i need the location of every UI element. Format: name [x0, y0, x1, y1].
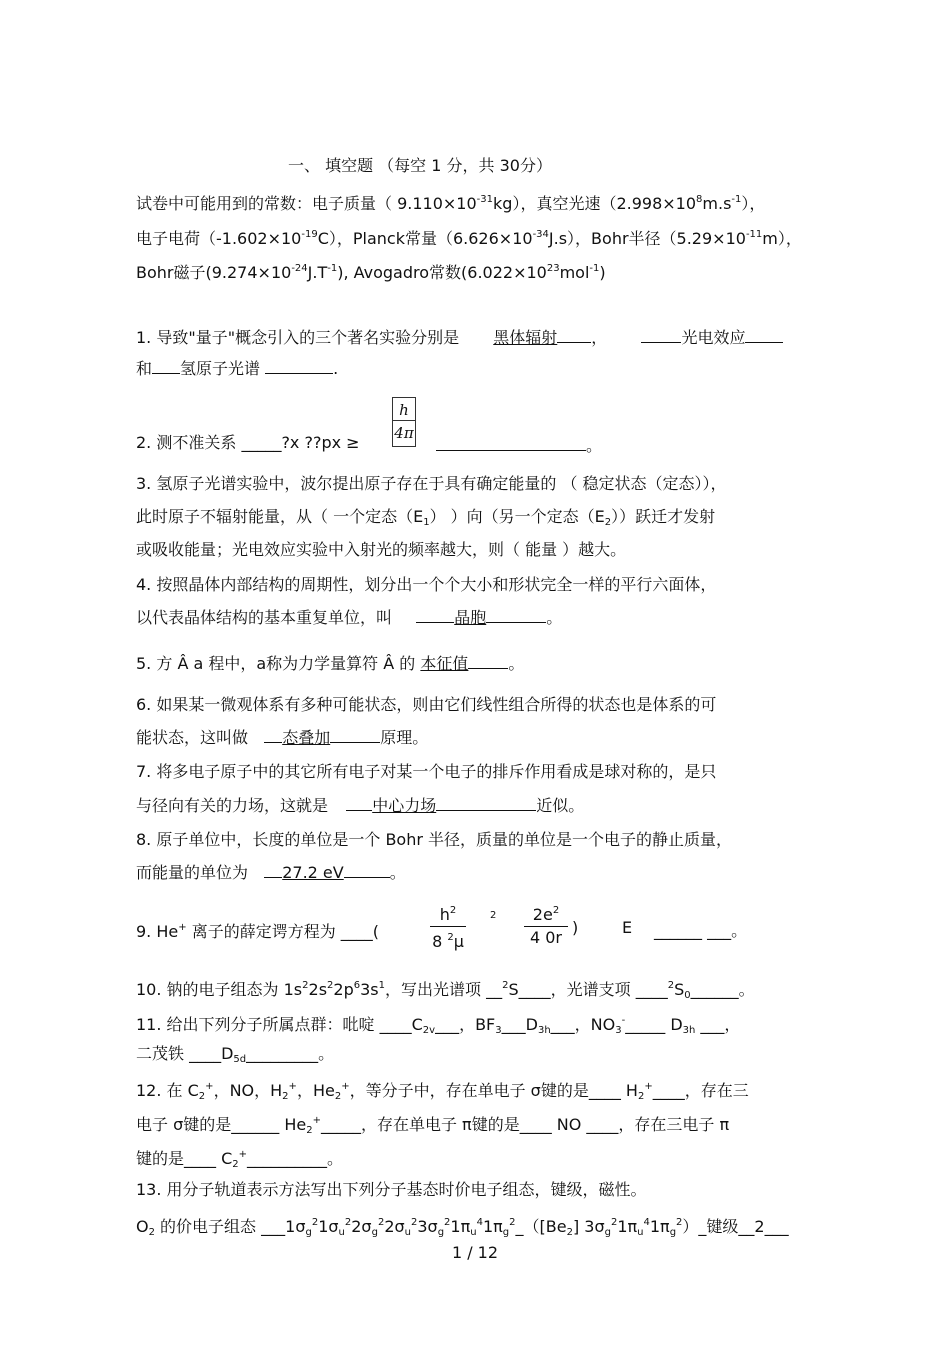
q2-answer-blank: [436, 433, 602, 456]
q2-text: 2. 测不准关系 _____?x ??px ≥: [136, 433, 360, 452]
question-12-line-1: 12. 在 $C_2^+$，NO，$H_2^+$，$He_2^+$，等分子中，存在单电子 σ键的是____ $H_2^+\_\_\_\_$，存在三: [136, 1081, 749, 1102]
q5-answer: 本征值: [420, 654, 469, 673]
q1-and: 和: [136, 359, 153, 378]
question-13-line-2: $O_2$ 的价电子组态 $\_\_\_1\sigma_g^21\sigma_u^22\sigma_g^22\sigma_u^23\sigma_g^21\pi_u^41\pi_g^2\_([Be_2]$ $3\sigma_g^21\pi_u^41\pi_g^2)\_$键级__2___: [136, 1217, 789, 1238]
q9-f2-denominator: 4 0r: [529, 928, 563, 947]
question-13-line-1: 13. 用分子轨道表示方法写出下列分子基态时价电子组态，键级，磁性。: [136, 1180, 647, 1199]
q9-f1-denominator: 8 $^2$μ: [432, 932, 464, 951]
q8-answer: 27.2 eV: [282, 863, 344, 882]
q4-end: 。: [546, 608, 563, 627]
question-6-line-1: 6. 如果某一微观体系有多种可能状态，则由它们线性组合所得的状态也是体系的可: [136, 695, 717, 714]
q9-answer-blank: ______ ___。: [654, 921, 748, 940]
section-title: 一、 填空题 （每空 1 分，共 30分）: [288, 156, 552, 175]
q6-end: 原理。: [380, 728, 429, 747]
question-5: [136, 654, 524, 674]
q7-answer: 中心力场: [372, 796, 437, 815]
q9-nabla-exponent: 2: [490, 910, 497, 921]
constants-line-1: 试卷中可能用到的常数：电子质量（ $9.110\times 10^{-31}kg$），真空光速$(2.998\times 10^8m.s^{-1})$，: [136, 194, 766, 213]
q1-end: .: [333, 359, 339, 378]
question-12-line-3: 键的是____ $C_2^+\_\_\_\_\_\_\_\_\_\_$。: [136, 1149, 344, 1170]
page-number: 1 / 12: [451, 1243, 499, 1262]
q6-answer: 态叠加: [282, 728, 331, 747]
question-3-line-3: 或吸收能量；光电效应实验中入射光的频率越大，则（ 能量 ）越大。: [136, 540, 627, 559]
question-7-line-1: 7. 将多电子原子中的其它所有电子对某一个电子的排斥作用看成是球对称的，是只: [136, 762, 717, 781]
question-11-line-1: 11. 给出下列分子所属点群：吡啶 $\_\_\_\_C_{2v}\_\_\_$，$BF_3\_\_\_D_{3h}\_\_\_$，$NO_3^-\_\_\_\_\_$ $D_{3h}$ ___，: [136, 1015, 741, 1036]
question-8-line-1: 8. 原子单位中，长度的单位是一个 Bohr 半径，质量的单位是一个电子的静止质量，: [136, 830, 733, 849]
question-9-prefix: 9. He+ 离子的薛定谔方程为 ____(: [136, 922, 380, 941]
q1-answer-2: 光电效应: [681, 328, 746, 347]
q8-end: 。: [389, 863, 406, 882]
question-11-line-2: 二茂铁 $\_\_\_\_D_{5d}\_\_\_\_\_\_\_\_\_$。: [136, 1044, 335, 1065]
q9-fraction-1: [430, 900, 466, 953]
constants-line-3: Bohr磁子$(9.274\times 10^{-24}J.T^{-1})$, Avogadro常数$(6.022\times 10^{23}mol^{-1})$: [136, 263, 606, 282]
q9-close-paren: ): [572, 918, 579, 937]
h-over-4pi-fraction: [392, 397, 416, 447]
question-8-line-2: [136, 863, 406, 883]
q9-energy: E: [622, 918, 633, 937]
fraction-denominator: 4π: [394, 424, 414, 442]
q1-prefix: 1. 导致"量子"概念引入的三个著名实验分别是: [136, 328, 460, 347]
q4-prefix: 以代表晶体结构的基本重复单位，叫: [136, 608, 393, 627]
q5-end: 。: [508, 654, 525, 673]
question-2: [136, 433, 360, 453]
q9-f2-numerator: $2e^2$: [524, 900, 568, 927]
question-1-line-2: [136, 359, 338, 379]
question-4-line-2: [136, 608, 562, 628]
q1-answer-3: 氢原子光谱: [180, 359, 261, 378]
question-3-line-1: 3. 氢原子光谱实验中，波尔提出原子存在于具有确定能量的 （ 稳定状态（定态）），: [136, 474, 727, 493]
q9-f1-numerator: $h^2$: [430, 900, 466, 927]
q7-end: 近似。: [536, 796, 585, 815]
q4-answer: 晶胞: [454, 608, 487, 627]
fraction-numerator: h: [393, 398, 415, 421]
q6-prefix: 能状态，这叫做: [136, 728, 249, 747]
question-3-line-2: 此时原子不辐射能量，从（ 一个定态$(E_1)$ ）向（另一个定态$(E_2)$）跃迁才发射: [136, 507, 716, 528]
q8-prefix: 而能量的单位为: [136, 863, 249, 882]
q7-prefix: 与径向有关的力场，这就是: [136, 796, 329, 815]
question-7-line-2: [136, 796, 584, 816]
q1-answer-1: 黑体辐射: [493, 328, 558, 347]
q9-fraction-2: [524, 900, 568, 949]
question-6-line-2: [136, 728, 428, 748]
q2-end: 。: [586, 436, 603, 455]
question-12-line-2: 电子 σ键的是______ $He_2^+\_\_\_\_\_$，存在单电子 π键的是____ NO ____，存在三电子 π: [136, 1115, 730, 1136]
question-4-line-1: 4. 按照晶体内部结构的周期性，划分出一个个大小和形状完全一样的平行六面体，: [136, 575, 717, 594]
question-10: 10. 钠的电子组态为 $1s^22s^22p^63s^1$，写出光谱项 __$^2$S____，光谱支项 $\_\_\_\_^2S_0\_\_\_\_\_\_$。: [136, 980, 755, 1001]
q5-prefix: 5. 方 Â a 程中，a称为力学量算符 Â 的: [136, 654, 416, 673]
question-1-line-1: 1. 导致"量子"概念引入的三个著名实验分别是 黑体辐射 ， 光电效应: [136, 328, 783, 348]
constants-line-2: 电子电荷$(-1.602\times 10^{-19}C)$，Planck常量$(6.626\times 10^{-34}J.s)$，Bohr半径$(5.29\times 10^{-11}m)$，: [136, 229, 802, 248]
